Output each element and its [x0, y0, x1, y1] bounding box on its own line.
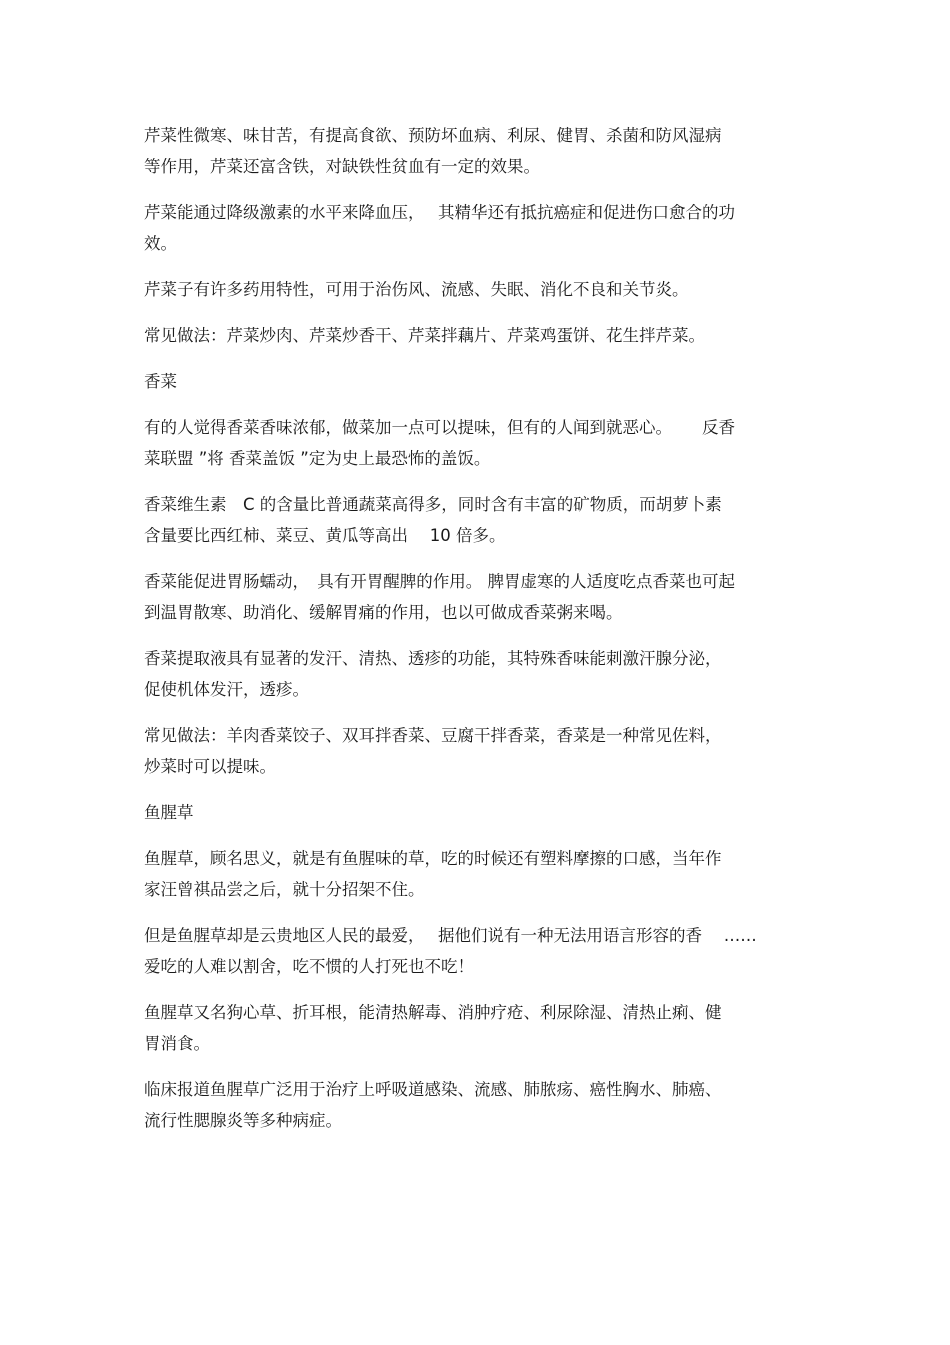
- text-line: 促使机体发汗，透疹。: [144, 680, 309, 699]
- text-line: 到温胃散寒、助消化、缓解胃痛的作用，也以可做成香菜粥来喝。: [144, 603, 623, 622]
- text-line: 常见做法：芹菜炒肉、芹菜炒香干、芹菜拌藕片、芹菜鸡蛋饼、花生拌芹菜。: [144, 326, 705, 345]
- paragraph: [144, 643, 808, 705]
- section-heading: [144, 797, 808, 828]
- text-line: 含量要比西红柿、菜豆、黄瓜等高出 10 倍多。: [144, 526, 506, 545]
- text-line: 菜联盟 ”将 香菜盖饭 ”定为史上最恐怖的盖饭。: [144, 449, 491, 468]
- text-line: 芹菜性微寒、味甘苦，有提高食欲、预防坏血病、利尿、健胃、杀菌和防风湿病: [144, 126, 722, 145]
- text-line: 芹菜能通过降级激素的水平来降血压， 其精华还有抵抗癌症和促进伤口愈合的功: [144, 203, 735, 222]
- paragraph: [144, 1074, 808, 1136]
- text-line: 胃消食。: [144, 1034, 210, 1053]
- text-line: 香菜能促进胃肠蠕动， 具有开胃醒脾的作用。 脾胃虚寒的人适度吃点香菜也可起: [144, 572, 735, 591]
- paragraph: [144, 412, 808, 474]
- section-heading: [144, 366, 808, 397]
- text-line: 鱼腥草又名狗心草、折耳根，能清热解毒、消肿疗疮、利尿除湿、清热止痢、健: [144, 1003, 722, 1022]
- text-line: 炒菜时可以提味。: [144, 757, 276, 776]
- paragraph: [144, 274, 808, 305]
- paragraph: [144, 843, 808, 905]
- paragraph: [144, 920, 808, 982]
- text-line: 爱吃的人难以割舍，吃不惯的人打死也不吃！: [144, 957, 474, 976]
- paragraph: [144, 997, 808, 1059]
- paragraph: [144, 566, 808, 628]
- heading-text: 鱼腥草: [144, 803, 194, 822]
- paragraph: [144, 197, 808, 259]
- paragraph: [144, 720, 808, 782]
- text-line: 临床报道鱼腥草广泛用于治疗上呼吸道感染、流感、肺脓疡、癌性胸水、肺癌、: [144, 1080, 722, 1099]
- paragraph: [144, 120, 808, 182]
- text-line: 家汪曾祺品尝之后，就十分招架不住。: [144, 880, 425, 899]
- text-line: 常见做法：羊肉香菜饺子、双耳拌香菜、豆腐干拌香菜，香菜是一种常见佐料，: [144, 726, 722, 745]
- text-line: 但是鱼腥草却是云贵地区人民的最爱， 据他们说有一种无法用语言形容的香 ……: [144, 926, 757, 945]
- heading-text: 香菜: [144, 372, 177, 391]
- document-body: [144, 120, 808, 1151]
- text-line: 有的人觉得香菜香味浓郁，做菜加一点可以提味，但有的人闻到就恶心。 反香: [144, 418, 735, 437]
- paragraph: [144, 489, 808, 551]
- text-line: 芹菜子有许多药用特性，可用于治伤风、流感、失眠、消化不良和关节炎。: [144, 280, 689, 299]
- text-line: 等作用，芹菜还富含铁，对缺铁性贫血有一定的效果。: [144, 157, 540, 176]
- text-line: 鱼腥草，顾名思义，就是有鱼腥味的草，吃的时候还有塑料摩擦的口感，当年作: [144, 849, 722, 868]
- paragraph: [144, 320, 808, 351]
- text-line: 香菜维生素 C 的含量比普通蔬菜高得多，同时含有丰富的矿物质，而胡萝卜素: [144, 495, 722, 514]
- text-line: 效。: [144, 234, 177, 253]
- text-line: 流行性腮腺炎等多种病症。: [144, 1111, 342, 1130]
- text-line: 香菜提取液具有显著的发汗、清热、透疹的功能，其特殊香味能刺激汗腺分泌，: [144, 649, 722, 668]
